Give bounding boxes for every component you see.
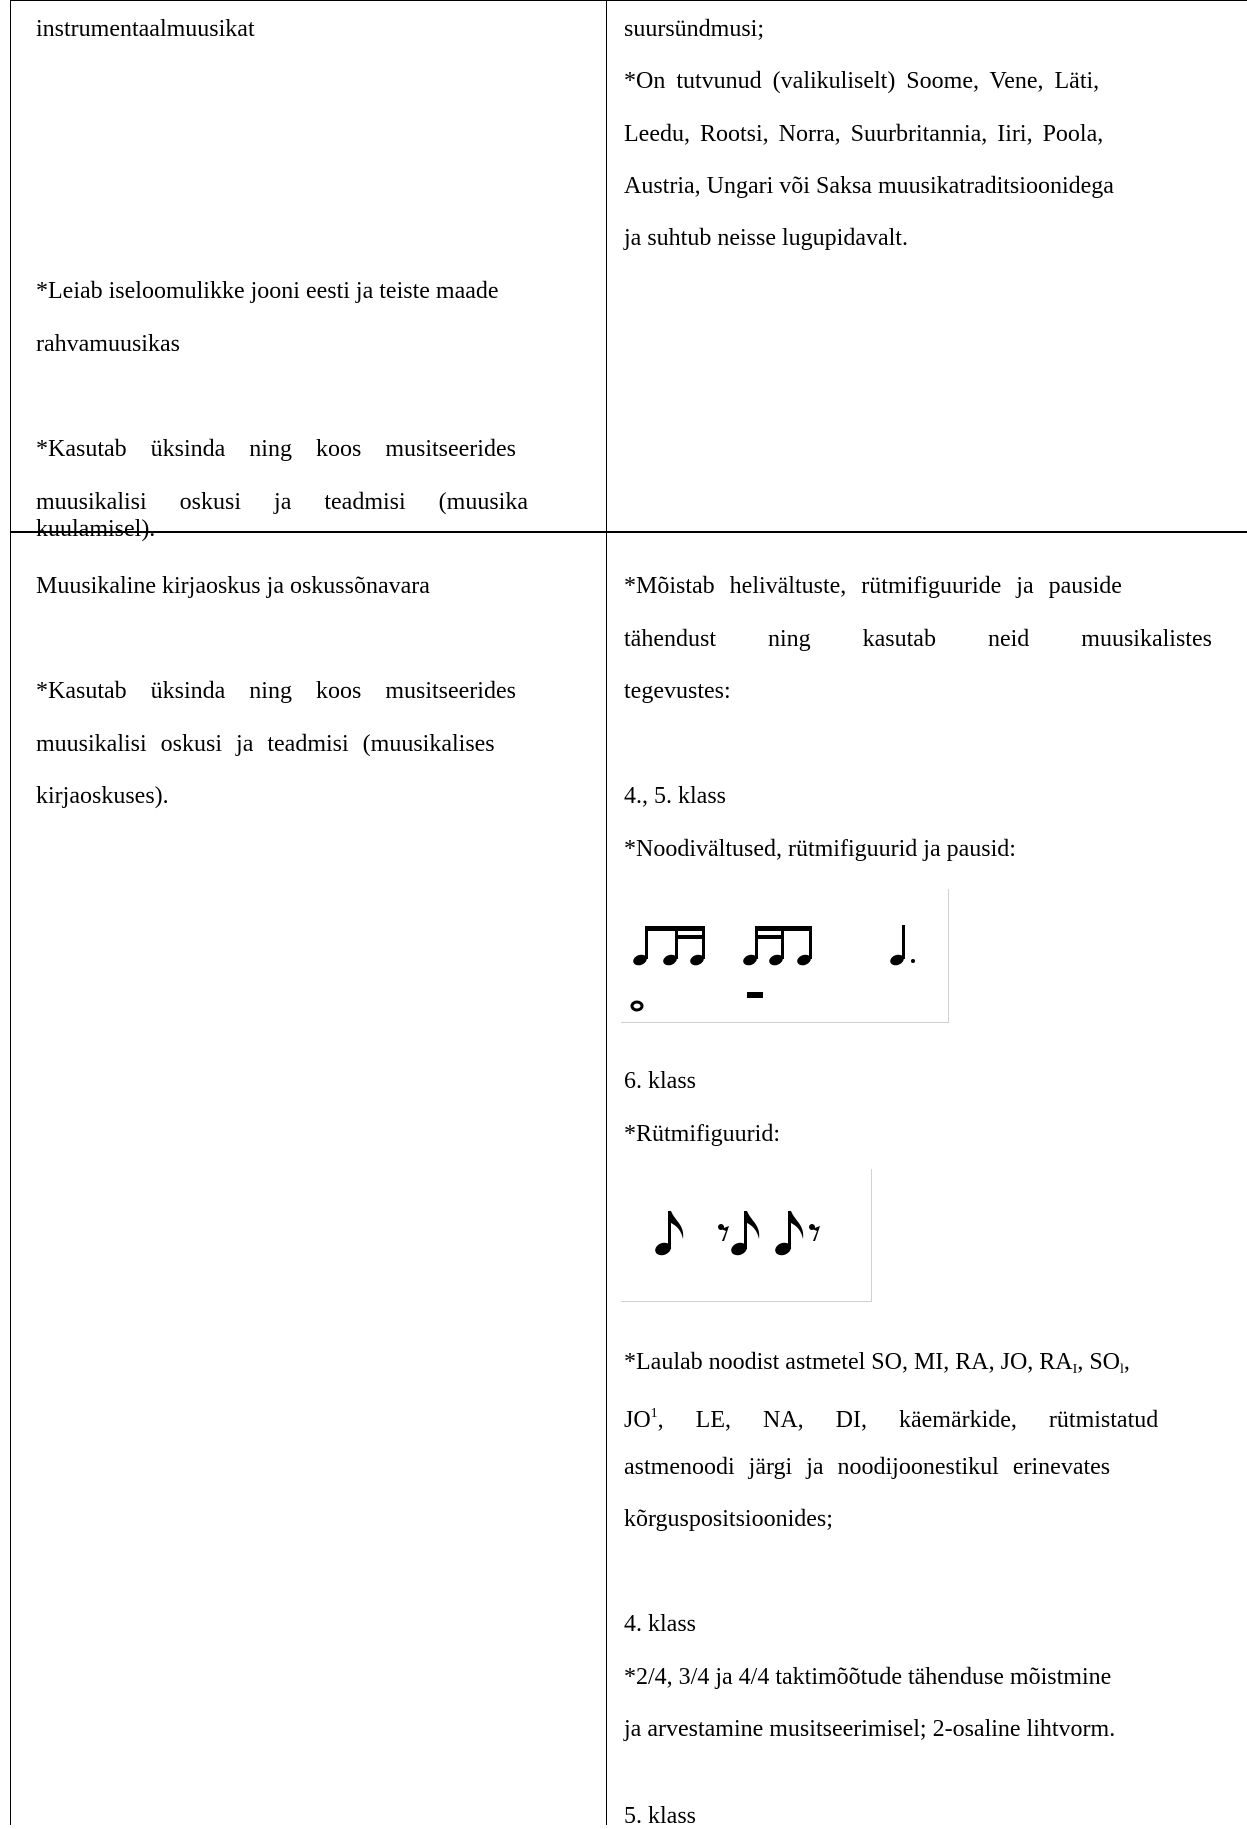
right-paragraph-line [624,1399,1158,1435]
table-left-border [10,0,11,1825]
left-paragraph-line: kuulamisel). [36,516,156,542]
rest-symbol [747,992,763,998]
table-column-divider [606,0,607,1825]
right-paragraph-line: kõrguspositsioonides; [624,1506,833,1532]
left-paragraph-line [36,276,592,306]
text-span: , LE, NA, DI, käemärkide, rütmistatud [657,1407,1159,1433]
table-top-border [10,0,1247,1]
text-span: , SO [1077,1349,1120,1375]
note-values-notation [621,889,948,1022]
left-row-heading: Muusikaline kirjaoskus ja oskussõnavara [36,573,430,599]
grade-label: 4., 5. klass [624,783,726,809]
right-cell-text: suursündmusi; [624,16,765,42]
left-paragraph-line: kirjaoskuses). [36,783,169,809]
right-paragraph-line: *2/4, 3/4 ja 4/4 taktimõõtude tähenduse mõistmine [624,1664,1112,1690]
right-paragraph-line: Austria, Ungari või Saksa muusikatraditsioonidega [624,173,1114,199]
grade-label: 4. klass [624,1611,696,1637]
right-paragraph-line: *Mõistab helivältuste, rütmifiguuride ja pauside [624,573,1122,599]
right-paragraph-line: Leedu, Rootsi, Norra, Suurbritannia, Iiri, Poola, [624,121,1104,147]
text-span: JO [624,1407,651,1433]
rhythm-figures-notation [621,1169,871,1301]
right-paragraph-line: *Rütmifiguurid: [624,1121,780,1147]
right-paragraph-line: tegevustes: [624,678,731,704]
right-paragraph-line: ja suhtub neisse lugupidavalt. [624,225,908,251]
text-span: , [1123,1349,1130,1375]
left-paragraph-line: rahvamuusikas [36,331,180,357]
subscript: I [1072,1362,1078,1377]
left-paragraph-line: muusikalisi oskusi ja teadmisi (muusika [36,489,528,515]
right-paragraph-line: *Noodivältused, rütmifiguurid ja pausid: [624,836,1016,862]
note-values-image [621,889,949,1023]
rhythm-figures-image [621,1169,872,1302]
left-paragraph-line: muusikalisi oskusi ja teadmisi (muusikalises [36,731,495,757]
grade-label: 5. klass [624,1803,696,1829]
right-paragraph-line: astmenoodi järgi ja noodijoonestikul erinevates [624,1454,1111,1480]
right-paragraph-line: tähendust ning kasutab neid muusikalistes [624,626,1212,652]
whole-note-symbol [632,1002,642,1010]
superscript: 1 [650,1406,658,1421]
right-paragraph-line: *On tutvunud (valikuliselt) Soome, Vene, Läti, [624,68,1100,94]
right-paragraph-line: ja arvestamine musitseerimisel; 2-osaline lihtvorm. [624,1716,1116,1742]
text-span: *Laulab noodist astmetel SO, MI, RA, JO, RA [624,1349,1073,1375]
left-cell-text: instrumentaalmuusikat [36,16,255,42]
left-paragraph-line: *Kasutab üksinda ning koos musitseerides [36,678,516,704]
grade-label: 6. klass [624,1068,696,1094]
right-paragraph-line [624,1347,1130,1385]
subscript: l [1120,1362,1124,1377]
text-line: *Leiab iseloomulikke jooni eesti ja teiste maade [36,278,499,304]
table-row-divider [10,531,1247,533]
left-paragraph-line: *Kasutab üksinda ning koos musitseerides [36,436,516,462]
